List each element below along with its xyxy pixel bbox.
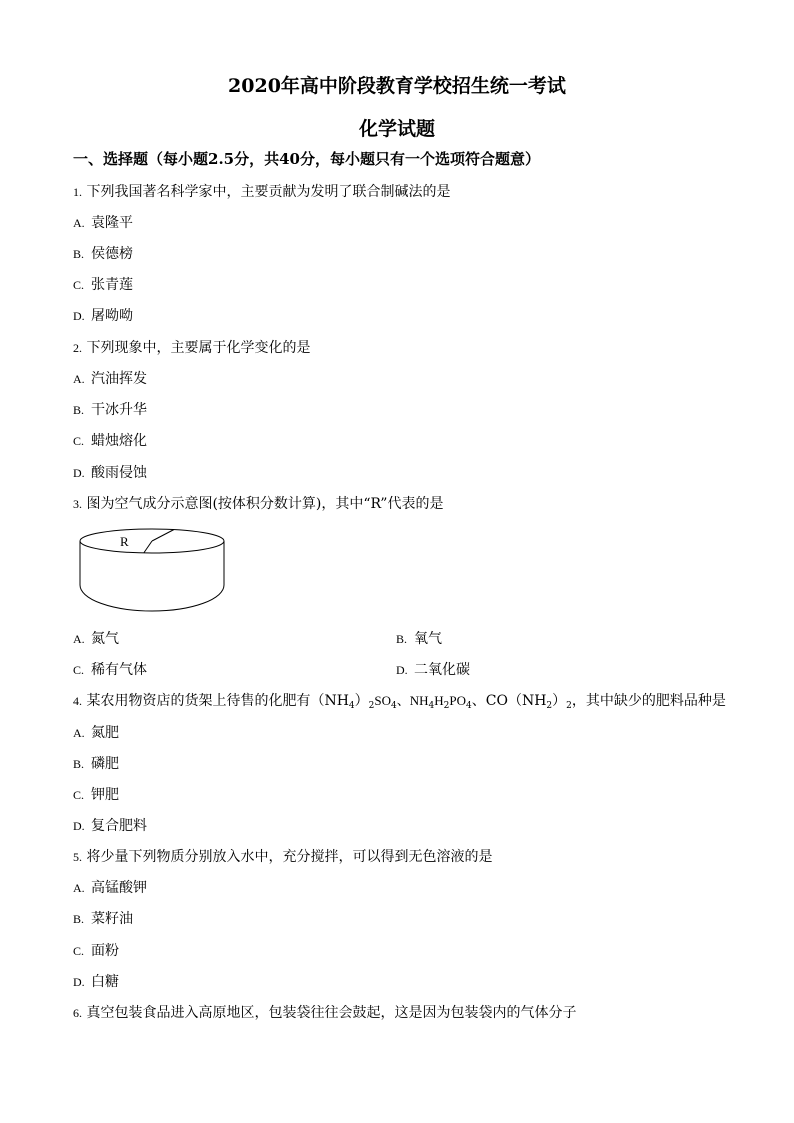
option-text: 钾肥 bbox=[91, 787, 119, 803]
question-4-option-b bbox=[73, 755, 119, 773]
option-label: B. bbox=[73, 912, 85, 926]
question-5-option-c bbox=[73, 942, 119, 960]
option-label: C. bbox=[73, 434, 85, 448]
option-text: 屠呦呦 bbox=[91, 308, 133, 324]
option-label: C. bbox=[73, 663, 85, 677]
option-label: C. bbox=[73, 788, 85, 802]
option-text: 张青莲 bbox=[91, 277, 133, 293]
question-4-option-a bbox=[73, 724, 119, 742]
stem-part: 某农用物资店的货架上待售的化肥有（NH bbox=[86, 693, 349, 709]
option-label: B. bbox=[396, 632, 408, 646]
option-label: A. bbox=[73, 881, 85, 895]
question-5-option-d bbox=[73, 973, 119, 991]
option-text: 高锰酸钾 bbox=[91, 880, 147, 896]
question-4-option-c bbox=[73, 786, 119, 804]
question-number: 1. bbox=[73, 185, 82, 199]
question-text: 图为空气成分示意图(按体积分数计算)，其中“R”代表的是 bbox=[86, 496, 444, 512]
option-label: A. bbox=[73, 372, 85, 386]
question-1-stem bbox=[73, 183, 450, 201]
option-text: 氮肥 bbox=[91, 725, 119, 741]
option-label: B. bbox=[73, 757, 85, 771]
question-number: 3. bbox=[73, 497, 82, 511]
option-label: A. bbox=[73, 216, 85, 230]
subscript: 4 bbox=[466, 701, 472, 711]
option-text: 磷肥 bbox=[91, 756, 119, 772]
subscript: 2 bbox=[546, 701, 553, 711]
option-label: B. bbox=[73, 247, 85, 261]
question-3-option-c bbox=[73, 661, 147, 679]
option-text: 面粉 bbox=[91, 943, 119, 959]
question-5-option-b bbox=[73, 910, 133, 928]
question-1-option-b bbox=[73, 245, 133, 263]
option-label: C. bbox=[73, 278, 85, 292]
option-text: 白糖 bbox=[91, 974, 119, 990]
question-number: 2. bbox=[73, 341, 82, 355]
option-text: 菜籽油 bbox=[91, 911, 133, 927]
stem-part: ） bbox=[552, 693, 567, 709]
question-2-option-d bbox=[73, 464, 147, 482]
subscript: 4 bbox=[391, 701, 397, 711]
question-text: 下列我国著名科学家中，主要贡献为发明了联合制碱法的是 bbox=[86, 184, 451, 200]
question-1-option-a bbox=[73, 214, 133, 232]
pie-label-r: R bbox=[120, 534, 129, 549]
option-label: A. bbox=[73, 726, 85, 740]
question-2-option-c bbox=[73, 432, 147, 450]
option-text: 氧气 bbox=[414, 631, 442, 647]
option-text: 复合肥料 bbox=[91, 818, 147, 834]
question-2-stem bbox=[73, 339, 310, 357]
question-3-stem bbox=[73, 495, 443, 513]
question-3-option-a bbox=[73, 630, 119, 648]
option-text: 袁隆平 bbox=[91, 215, 133, 231]
stem-part: 、NH bbox=[396, 693, 429, 708]
question-3-option-d bbox=[396, 661, 470, 679]
section-heading: 一、选择题（每小题2.5分，共40分，每小题只有一个选项符合题意） bbox=[73, 150, 540, 168]
option-text: 汽油挥发 bbox=[91, 371, 147, 387]
stem-part: ） bbox=[354, 693, 369, 709]
option-label: D. bbox=[73, 975, 85, 989]
option-label: B. bbox=[73, 403, 85, 417]
option-label: D. bbox=[73, 819, 85, 833]
stem-part: H bbox=[434, 693, 444, 708]
exam-subtitle: 化学试题 bbox=[358, 118, 435, 140]
air-composition-pie-figure bbox=[78, 527, 226, 613]
option-text: 酸雨侵蚀 bbox=[91, 465, 147, 481]
subscript: 2 bbox=[443, 701, 450, 711]
question-1-option-d bbox=[73, 307, 133, 325]
option-label: A. bbox=[73, 632, 85, 646]
question-text: 下列现象中，主要属于化学变化的是 bbox=[86, 340, 311, 356]
question-6-stem bbox=[73, 1004, 576, 1022]
question-number: 6. bbox=[73, 1006, 82, 1020]
option-label: D. bbox=[73, 466, 85, 480]
question-number: 4. bbox=[73, 694, 82, 708]
question-4-option-d bbox=[73, 817, 147, 835]
option-label: D. bbox=[73, 309, 85, 323]
subscript: 4 bbox=[428, 701, 435, 711]
question-5-option-a bbox=[73, 879, 147, 897]
option-label: C. bbox=[73, 944, 85, 958]
stem-part: SO bbox=[374, 693, 392, 708]
stem-part: PO bbox=[449, 693, 467, 708]
stem-part: ，其中缺少的肥料品种是 bbox=[571, 693, 726, 709]
option-text: 蜡烛熔化 bbox=[91, 433, 147, 449]
subscript: 4 bbox=[348, 701, 355, 711]
exam-title: 2020年高中阶段教育学校招生统一考试 bbox=[228, 75, 566, 97]
option-label: D. bbox=[396, 663, 408, 677]
question-3-option-b bbox=[396, 630, 442, 648]
option-text: 稀有气体 bbox=[91, 662, 147, 678]
option-text: 二氧化碳 bbox=[414, 662, 470, 678]
question-2-option-b bbox=[73, 401, 147, 419]
option-text: 氮气 bbox=[91, 631, 119, 647]
option-text: 侯德榜 bbox=[91, 246, 133, 262]
question-2-option-a bbox=[73, 370, 147, 388]
question-1-option-c bbox=[73, 276, 133, 294]
question-text: 真空包装食品进入高原地区，包装袋往往会鼓起，这是因为包装袋内的气体分子 bbox=[86, 1005, 577, 1021]
stem-part: 、CO（NH bbox=[471, 693, 547, 709]
option-text: 干冰升华 bbox=[91, 402, 147, 418]
question-4-stem bbox=[73, 692, 726, 715]
subscript: 2 bbox=[566, 701, 572, 711]
question-text: 将少量下列物质分别放入水中，充分搅拌，可以得到无色溶液的是 bbox=[86, 849, 493, 865]
question-5-stem bbox=[73, 848, 492, 866]
question-text bbox=[86, 693, 725, 709]
subscript: 2 bbox=[368, 701, 375, 711]
question-number: 5. bbox=[73, 850, 82, 864]
